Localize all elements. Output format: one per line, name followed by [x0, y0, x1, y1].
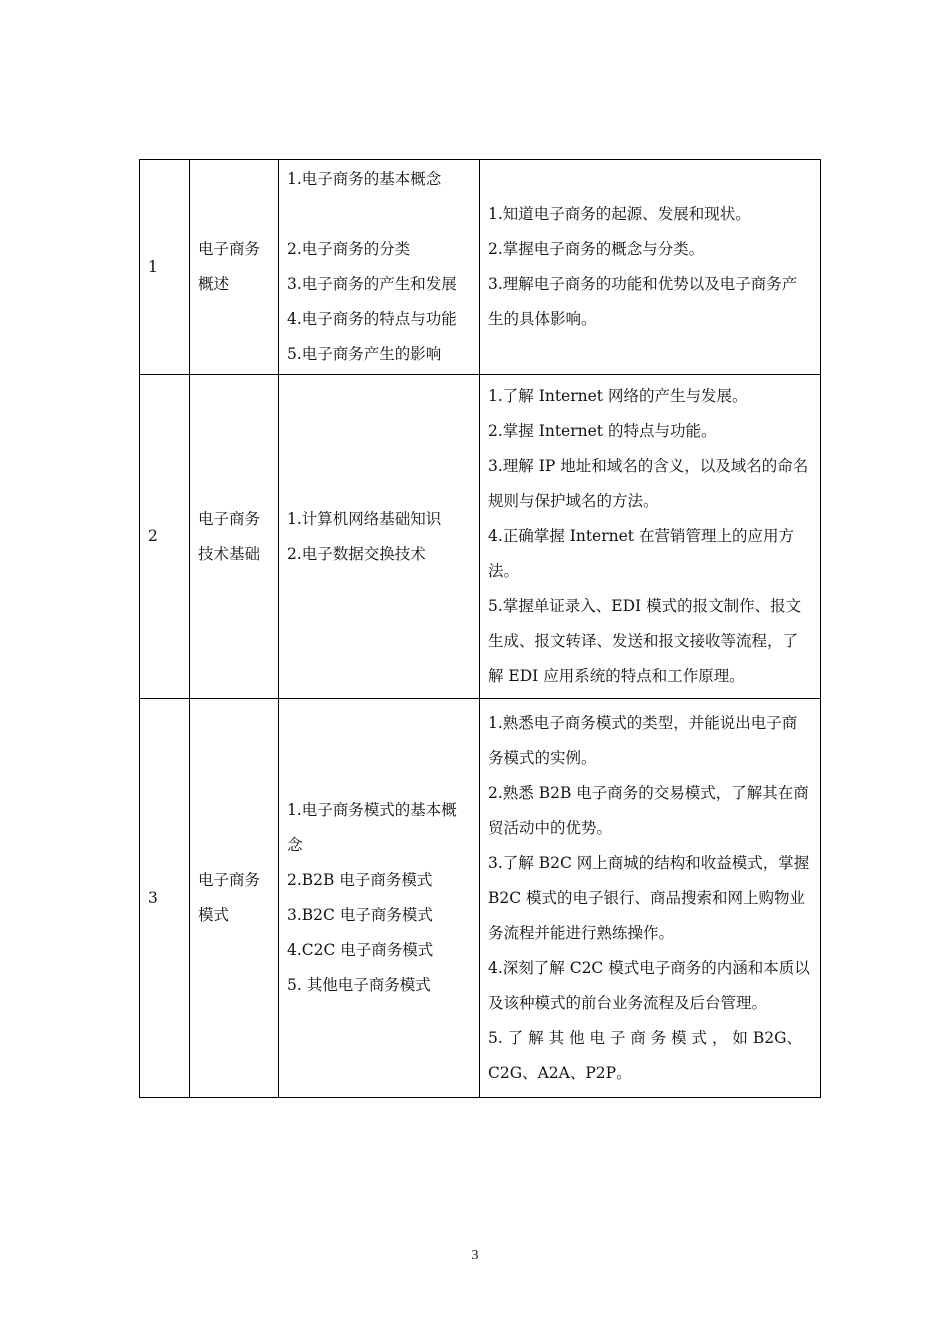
goal-item: 1.熟悉电子商务模式的类型，并能说出电子商务模式的实例。 — [488, 713, 798, 767]
goal-item: 3.了解 B2C 网上商城的结构和收益模式，掌握 B2C 模式的电子银行、商品搜索和网上购物业务流程并能进行熟练操作。 — [488, 853, 810, 942]
row-number: 1 — [140, 160, 190, 375]
goal-item: 2.掌握 Internet 的特点与功能。 — [488, 422, 717, 440]
content-item: 3.B2C 电子商务模式 — [287, 906, 433, 924]
content-cell — [279, 375, 480, 699]
content-cell — [279, 699, 480, 1098]
goal-cell — [480, 375, 821, 699]
goal-item: 5. 了 解 其 他 电 子 商 务 模 式 ， 如 B2G、C2G、A2A、P2P。 — [488, 1028, 802, 1082]
goal-item: 5.掌握单证录入、EDI 模式的报文制作、报文生成、报文转译、发送和报文接收等流程，了解 EDI 应用系统的特点和工作原理。 — [488, 597, 802, 685]
goal-item: 4.深刻了解 C2C 模式电子商务的内涵和本质以及该种模式的前台业务流程及后台管理。 — [488, 958, 810, 1012]
content-item: 5. 其他电子商务模式 — [287, 976, 431, 994]
page-number: 3 — [471, 1248, 479, 1263]
content-item: 5.电子商务产生的影响 — [287, 345, 442, 363]
content-item: 1.电子商务的基本概念 — [287, 170, 442, 188]
goal-item: 3.理解电子商务的功能和优势以及电子商务产生的具体影响。 — [488, 275, 798, 328]
content-cell — [279, 160, 480, 375]
content-item: 1.计算机网络基础知识 — [287, 509, 442, 528]
goal-item: 1.知道电子商务的起源、发展和现状。 — [488, 205, 751, 223]
content-item: 4.电子商务的特点与功能 — [287, 310, 457, 328]
content-item: 1.电子商务模式的基本概念 — [287, 801, 457, 854]
goal-item: 4.正确掌握 Internet 在营销管理上的应用方法。 — [488, 527, 794, 580]
unit-title: 电子商务技术基础 — [190, 375, 279, 699]
table-row — [140, 375, 821, 699]
syllabus-table — [139, 159, 821, 1098]
content-item: 3.电子商务的产生和发展 — [287, 275, 457, 293]
goal-item: 2.掌握电子商务的概念与分类。 — [488, 240, 705, 258]
content-item: 2.B2B 电子商务模式 — [287, 871, 433, 889]
content-gap — [287, 197, 471, 232]
row-number: 2 — [140, 375, 190, 699]
content-item: 4.C2C 电子商务模式 — [287, 941, 434, 959]
goal-cell — [480, 160, 821, 375]
table-row — [140, 160, 821, 375]
goal-item: 1.了解 Internet 网络的产生与发展。 — [488, 387, 748, 405]
row-number: 3 — [140, 699, 190, 1098]
content-item: 2.电子商务的分类 — [287, 240, 411, 258]
goal-item: 2.熟悉 B2B 电子商务的交易模式，了解其在商贸活动中的优势。 — [488, 783, 809, 837]
unit-title: 电子商务模式 — [190, 699, 279, 1098]
table-row — [140, 699, 821, 1098]
unit-title: 电子商务概述 — [190, 160, 279, 375]
goal-cell — [480, 699, 821, 1098]
content-item: 2.电子数据交换技术 — [287, 544, 426, 563]
goal-item: 3.理解 IP 地址和域名的含义，以及域名的命名规则与保护域名的方法。 — [488, 457, 809, 510]
